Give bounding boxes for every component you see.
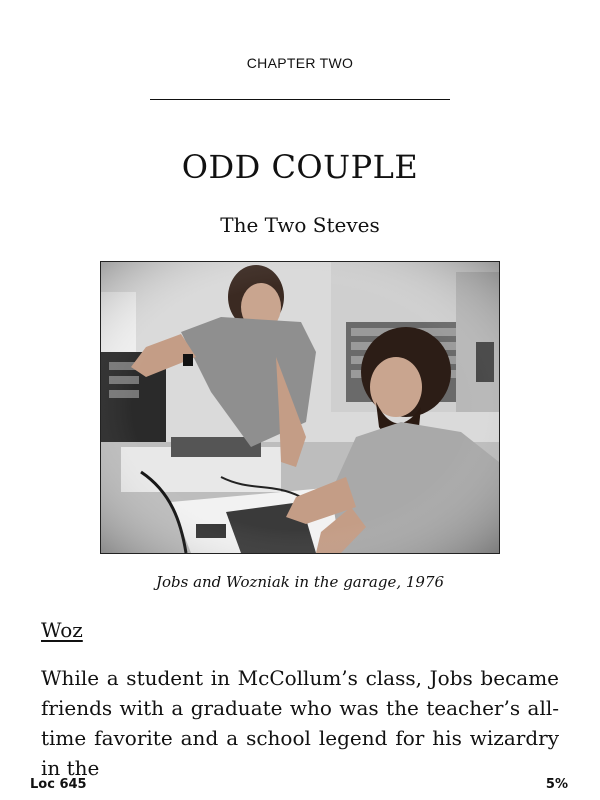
progress-percent: 5%	[545, 777, 568, 792]
location-indicator: Loc 645	[30, 777, 87, 792]
photo-caption: Jobs and Wozniak in the garage, 1976	[155, 573, 445, 591]
chapter-label: CHAPTER TWO	[246, 55, 354, 71]
chapter-subtitle: The Two Steves	[220, 213, 380, 237]
section-heading: Woz	[41, 618, 83, 642]
photo-illustration	[101, 262, 499, 553]
body-paragraph: While a student in McCollum’s class, Jobs became friends with a graduate who was the teacher’s all-time favorite and a school legend for his wizardry in the	[41, 666, 559, 780]
chapter-divider	[150, 99, 450, 100]
chapter-photo	[100, 261, 500, 554]
chapter-title: ODD COUPLE	[181, 148, 419, 186]
